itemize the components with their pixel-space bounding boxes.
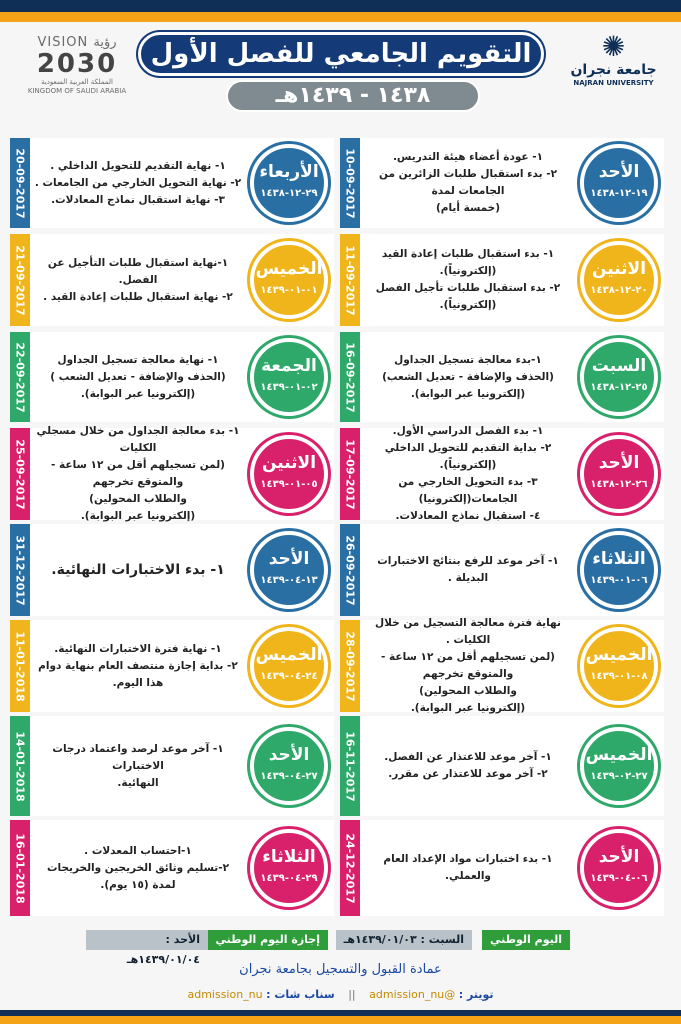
event-list — [364, 332, 572, 422]
gregorian-date: 11-09-2017 — [343, 244, 357, 316]
twitter-label: تويتر : — [458, 988, 494, 1001]
vision-text: VISION رؤية — [37, 35, 117, 50]
event-line: ١- بدء اختبارات مواد الإعداد العام والعملي. — [383, 853, 553, 882]
day-name: الاثنين — [261, 453, 317, 473]
top-bar — [0, 0, 681, 12]
event-line: ١- بدء الاختبارات النهائية. — [51, 561, 225, 578]
gregorian-date: 16-11-2017 — [343, 730, 357, 802]
hijri-date: ٢٥-١٢-١٤٣٨ — [590, 382, 648, 393]
gregorian-date-strip — [10, 234, 30, 326]
day-badge — [580, 531, 658, 609]
hijri-date: ٢٩-١٢-١٤٣٨ — [260, 188, 318, 199]
event-line: ١-نهاية استقبال طلبات التأجيل عن الفصل. — [47, 256, 229, 286]
calendar-card — [10, 716, 334, 816]
event-line: ٢- بدء استقبال طلبات الزائرين من الجامعات لمدة — [379, 168, 557, 197]
najran-university-logo — [566, 32, 661, 102]
twitter-handle[interactable]: @admission_nu — [369, 988, 456, 1001]
calendar-card — [340, 234, 664, 326]
event-line: ١- آخر موعد لرصد واعتماد درجات الاختبارات — [52, 742, 224, 772]
day-badge — [580, 241, 658, 319]
day-name: الاثنين — [591, 259, 647, 279]
event-list — [364, 425, 572, 522]
event-line: ١- نهاية التقديم للتحويل الداخلي . — [50, 159, 226, 172]
hijri-date: ٢٠-١٢-١٤٣٨ — [590, 285, 648, 296]
hijri-date: ٢٤-٠٤-١٤٣٩ — [260, 671, 318, 682]
day-badge — [580, 727, 658, 805]
event-line: ٢- بداية إجازة منتصف العام بنهاية دوام هذا اليوم. — [38, 659, 238, 689]
social-links — [0, 988, 681, 1001]
calendar-card — [340, 617, 664, 714]
gregorian-date-strip — [340, 428, 360, 520]
event-line: (إلكترونيا عبر البوابة). — [80, 510, 196, 522]
snapchat-label: سناب شات : — [266, 988, 335, 1001]
day-name: الأحد — [268, 549, 310, 569]
day-name: الأحد — [598, 453, 640, 473]
event-line: ١- بدء الفصل الدراسي الأول. — [392, 425, 544, 437]
hijri-date: ٠٦-٠١-١٤٣٩ — [590, 575, 648, 586]
gregorian-date: 22-09-2017 — [13, 341, 27, 413]
calendar-card — [10, 820, 334, 916]
event-line: (لمن تسجيلهم أقل من ١٢ ساعة - والمتوقع تخرجهم — [51, 459, 225, 488]
event-list — [364, 820, 572, 916]
national-day-date: السبت : ١٤٣٩/٠١/٠٣هـ — [336, 930, 472, 950]
event-list — [34, 234, 242, 326]
event-line: ٢-تسليم وثائق الخريجين والخريجات — [46, 861, 230, 874]
calendar-card — [340, 820, 664, 916]
gregorian-date: 16-01-2018 — [13, 832, 27, 904]
day-name: الخميس — [585, 645, 653, 665]
gregorian-date: 24-12-2017 — [343, 832, 357, 904]
day-name: الخميس — [255, 259, 323, 279]
holiday-label: إجازة اليوم الوطني — [208, 930, 328, 950]
event-line: (إلكترونيا عبر البوابة). — [80, 387, 196, 400]
event-line: ١- بدء معالجة الجداول من خلال مسجلي الكليات — [36, 425, 240, 454]
event-line: ١- بدء استقبال طلبات إعادة القيد (إلكترونياً). — [381, 248, 555, 277]
day-badge — [580, 435, 658, 513]
bottom-accent-stripe — [0, 1016, 681, 1024]
hijri-date: ٢٧-٠٢-١٤٣٩ — [590, 771, 648, 782]
gregorian-date-strip — [10, 716, 30, 816]
gregorian-date-strip — [10, 138, 30, 228]
holiday-date: الأحد : ١٤٣٩/٠١/٠٤هـ — [86, 930, 208, 950]
event-line: (الحذف والإضافة - تعديل الشعب ) — [50, 370, 226, 383]
university-name-en: NAJRAN UNIVERSITY — [573, 79, 654, 87]
event-line: (إلكترونيا عبر البوابة). — [410, 387, 526, 400]
gregorian-date: 28-09-2017 — [343, 630, 357, 702]
gregorian-date-strip — [340, 620, 360, 712]
social-separator: || — [348, 988, 356, 1001]
event-line: ٤- استقبال نماذج المعادلات. — [395, 510, 541, 522]
day-badge — [250, 727, 328, 805]
event-list — [364, 716, 572, 816]
hijri-date: ٠١-٠١-١٤٣٩ — [260, 285, 318, 296]
day-badge — [580, 144, 658, 222]
day-name: الخميس — [255, 645, 323, 665]
event-line: ٢- بداية التقديم للتحويل الداخلي (إلكترونياً). — [384, 442, 552, 471]
gregorian-date-strip — [10, 332, 30, 422]
snapchat-handle[interactable]: admission_nu — [187, 988, 263, 1001]
university-emblem-icon: ✺ — [601, 30, 626, 63]
event-line: ١- عودة أعضاء هيئة التدريس. — [392, 151, 544, 163]
vision-country-en: KINGDOM OF SAUDI ARABIA — [27, 87, 127, 95]
hijri-date: ٠٦-٠٤-١٤٣٩ — [590, 873, 648, 884]
event-line: (الحذف والإضافة - تعديل الشعب) — [382, 370, 554, 383]
gregorian-date-strip — [340, 234, 360, 326]
gregorian-date-strip — [10, 820, 30, 916]
day-badge — [580, 829, 658, 907]
event-list — [364, 617, 572, 714]
day-name: الأحد — [598, 162, 640, 182]
day-badge — [250, 627, 328, 705]
day-badge — [250, 435, 328, 513]
gregorian-date-strip — [10, 428, 30, 520]
gregorian-date: 20-09-2017 — [13, 147, 27, 219]
gregorian-date-strip — [10, 524, 30, 616]
vision-2030-logo — [22, 35, 132, 105]
day-name: الثلاثاء — [592, 549, 646, 569]
event-list — [364, 138, 572, 228]
hijri-date: ٢٧-٠٤-١٤٣٩ — [260, 771, 318, 782]
gregorian-date: 31-12-2017 — [13, 534, 27, 606]
event-line: (خمسة أيام) — [435, 202, 501, 214]
event-line: (إلكترونيا عبر البوابة). — [410, 702, 526, 714]
day-name: الجمعة — [261, 356, 317, 376]
event-line: ٢- بدء استقبال طلبات تأجيل الفصل (إلكترونياً). — [375, 282, 561, 311]
event-list — [34, 425, 242, 522]
national-day-row — [86, 930, 600, 966]
gregorian-date: 10-09-2017 — [343, 147, 357, 219]
top-accent-stripe — [0, 12, 681, 22]
calendar-card — [10, 620, 334, 712]
event-line: والطلاب المحولين) — [419, 685, 517, 697]
event-line: والطلاب المحولين) — [89, 493, 187, 505]
vision-country-ar: المملكة العربية السعودية — [41, 78, 113, 86]
calendar-card — [340, 332, 664, 422]
event-line: ١- نهاية معالجة تسجيل الجداول — [57, 353, 219, 366]
hijri-date: ١٩-١٢-١٤٣٨ — [590, 188, 648, 199]
page-title: التقويم الجامعي للفصل الأول — [138, 32, 544, 76]
day-name: الخميس — [585, 745, 653, 765]
deanship-name: عمادة القبول والتسجيل بجامعة نجران — [239, 962, 442, 977]
gregorian-date: 26-09-2017 — [343, 534, 357, 606]
event-line: ٣- بدء التحويل الخارجي من الجامعات(إلكترونيا) — [398, 476, 538, 505]
event-line: ٢- آخر موعد للاعتذار عن مقرر. — [388, 768, 548, 780]
event-line: ٢- نهاية التحويل الخارجي من الجامعات . — [34, 176, 242, 189]
event-line: ١-بدء معالجة تسجيل الجداول — [394, 353, 542, 366]
gregorian-date-strip — [340, 716, 360, 816]
academic-year: ١٤٣٨ - ١٤٣٩هـ — [226, 80, 480, 112]
event-line: ١- آخر موعد للاعتذار عن الفصل. — [384, 751, 552, 763]
gregorian-date-strip — [340, 138, 360, 228]
hijri-date: ٠٥-٠١-١٤٣٩ — [260, 479, 318, 490]
day-name: الأحد — [268, 745, 310, 765]
event-line: ٢- نهاية استقبال طلبات إعادة القيد . — [43, 290, 233, 303]
gregorian-date: 21-09-2017 — [13, 244, 27, 316]
event-list — [34, 332, 242, 422]
event-list — [34, 716, 242, 816]
gregorian-date-strip — [340, 332, 360, 422]
day-name: الأحد — [598, 847, 640, 867]
hijri-date: ٢٩-٠٤-١٤٣٩ — [260, 873, 318, 884]
calendar-card — [340, 524, 664, 616]
event-line: ٣- نهاية استقبال نماذج المعادلات. — [51, 193, 225, 206]
hijri-date: ٠٨-٠١-١٤٣٩ — [590, 671, 648, 682]
calendar-card — [10, 425, 334, 522]
day-name: السبت — [591, 356, 647, 376]
event-line: ١- نهاية فترة الاختبارات النهائية. — [54, 642, 222, 655]
gregorian-date-strip — [340, 820, 360, 916]
event-list — [34, 820, 242, 916]
gregorian-date: 14-01-2018 — [13, 730, 27, 802]
event-line: نهاية فترة معالجة التسجيل من خلال الكليات . — [375, 617, 561, 646]
vision-year: 2030 — [36, 49, 118, 79]
calendar-card — [10, 524, 334, 616]
day-name: الثلاثاء — [262, 847, 316, 867]
calendar-card — [340, 425, 664, 522]
event-line: ١- آخر موعد للرفع بنتائج الاختبارات البديلة . — [377, 555, 559, 584]
hijri-date: ٠٢-٠١-١٤٣٩ — [260, 382, 318, 393]
day-badge — [250, 829, 328, 907]
gregorian-date: 11-01-2018 — [13, 630, 27, 702]
gregorian-date: 16-09-2017 — [343, 341, 357, 413]
calendar-card — [10, 138, 334, 228]
university-name-ar: جامعة نجران — [570, 62, 657, 78]
calendar-card — [340, 138, 664, 228]
gregorian-date: 25-09-2017 — [13, 438, 27, 510]
day-badge — [250, 338, 328, 416]
national-day-label: اليوم الوطني — [482, 930, 570, 950]
event-list — [364, 524, 572, 616]
event-list — [364, 234, 572, 326]
hijri-date: ١٣-٠٤-١٤٣٩ — [260, 575, 318, 586]
gregorian-date-strip — [10, 620, 30, 712]
event-line: ١-احتساب المعدلات . — [84, 844, 192, 857]
day-badge — [250, 531, 328, 609]
gregorian-date: 17-09-2017 — [343, 438, 357, 510]
event-line: النهائية. — [117, 776, 159, 789]
gregorian-date-strip — [340, 524, 360, 616]
calendar-card — [10, 332, 334, 422]
calendar-card — [10, 234, 334, 326]
day-badge — [250, 241, 328, 319]
day-badge — [580, 338, 658, 416]
event-list — [34, 524, 242, 616]
day-name: الأربعاء — [259, 162, 319, 182]
day-badge — [250, 144, 328, 222]
event-line: (لمن تسجيلهم أقل من ١٢ ساعة - والمتوقع تخرجهم — [381, 651, 555, 680]
event-line: لمدة (١٥ يوم). — [100, 878, 176, 891]
hijri-date: ٢٦-١٢-١٤٣٨ — [590, 479, 648, 490]
calendar-card — [340, 716, 664, 816]
event-list — [34, 138, 242, 228]
event-list — [34, 620, 242, 712]
day-badge — [580, 627, 658, 705]
